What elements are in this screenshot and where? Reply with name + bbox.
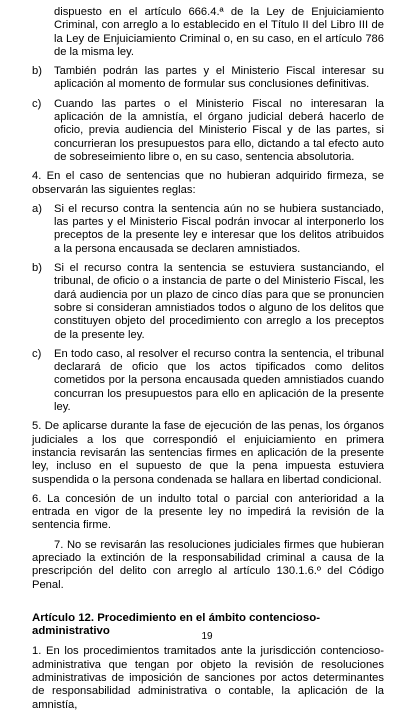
list-item-label: a) xyxy=(32,202,42,215)
list-item-text: Cuando las partes o el Ministerio Fiscal no interesaran la aplicación de la amnistía, el órgano judicial deberá hacerlo de oficio, previa audiencia del Ministerio Fiscal y de las partes, si concurrieran los presupuestos para ello, dictando a tal efecto auto de sobreseimiento libre o, en su caso, sentencia absolutoria. xyxy=(54,97,384,163)
paragraph-5: 5. De aplicarse durante la fase de ejecución de las penas, los órganos judiciales a los que correspondió el enjuiciamiento en primera instancia revisarán las sentencias firmes en aplicación de la presente ley, incluso en el supuesto de que la pena impuesta estuviera suspendida o la persona condenada se hallara en libertad condicional. xyxy=(32,420,384,486)
continuation-paragraph: dispuesto en el artículo 666.4.ª de la Ley de Enjuiciamiento Criminal, con arreglo a lo establecido en el Título II del Libro III de la Ley de Enjuiciamiento Criminal o, en su caso, en el artículo 786 de la misma ley. xyxy=(54,6,384,58)
paragraph-6: 6. La concesión de un indulto total o parcial con anterioridad a la entrada en vigor de la presente ley no impedirá la revisión de la sentencia firme. xyxy=(32,492,384,532)
list-item-c-resolver xyxy=(32,348,384,414)
list-item-label: c) xyxy=(32,97,42,110)
paragraph-7: 7. No se revisarán las resoluciones judiciales firmes que hubieran apreciado la extinción de la responsabilidad criminal a causa de la prescripción del delito con arreglo al artículo 130.1.6.º del Código Penal. xyxy=(32,538,384,591)
list-item-a-recurso xyxy=(32,203,384,256)
list-item-c-oficio xyxy=(32,98,384,164)
page-number: 19 xyxy=(201,631,213,642)
list-item-text: Si el recurso contra la sentencia se estuviera sustanciando, el tribunal, de oficio o a instancia de parte o del Ministerio Fiscal, les dará audiencia por un plazo de cinco días para que se pronuncien sobre si consideran amnistiados todos o alguno de los delitos que constituyen objeto del procedimiento con arreglo a los preceptos de la presente ley. xyxy=(54,262,384,341)
article-12-paragraph-1: 1. En los procedimientos tramitados ante la jurisdicción contencioso-administrativa que tengan por objeto la revisión de resoluciones administrativas de imposición de sanciones por actos determinantes de responsabilidad administrativa o contable, la aplicación de la amnistía, xyxy=(32,645,384,711)
list-item-text: Si el recurso contra la sentencia aún no se hubiera sustanciado, las partes y el Ministerio Fiscal podrán invocar al interponerlo los preceptos de la presente ley e interesar que los delitos atribuidos a la persona encausada se declaren amnistiados. xyxy=(54,202,384,255)
list-item-text: También podrán las partes y el Ministerio Fiscal interesar su aplicación al momento de formular sus conclusiones definitivas. xyxy=(54,65,384,91)
list-item-label: c) xyxy=(32,347,42,360)
list-item-b-formular xyxy=(32,65,384,92)
article-heading: Artículo 12. Procedimiento en el ámbito contencioso-administrativo xyxy=(32,611,320,638)
list-item-text: En todo caso, al resolver el recurso contra la sentencia, el tribunal declarará de oficio que los actos tipificados como delitos cometidos por la persona encausada queden amnistiados cuando concurran los presupuestos para ello en aplicación de la presente ley. xyxy=(54,347,384,414)
paragraph-4: 4. En el caso de sentencias que no hubieran adquirido firmeza, se observarán las siguientes reglas: xyxy=(32,170,384,196)
list-item-label: b) xyxy=(32,65,42,78)
list-item-b-sustanciando xyxy=(32,262,384,342)
list-item-label: b) xyxy=(32,262,42,275)
